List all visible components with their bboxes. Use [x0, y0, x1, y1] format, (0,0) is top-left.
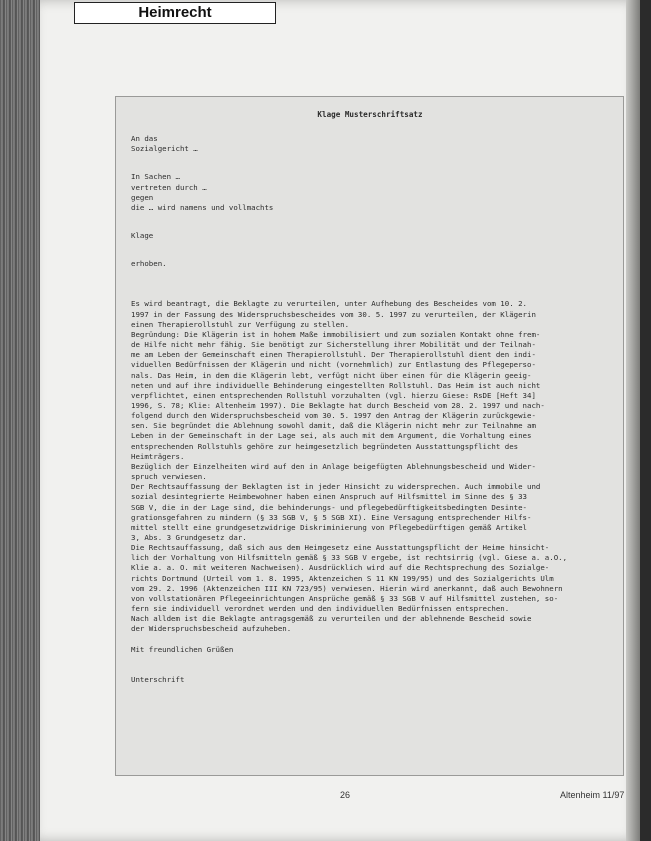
- case-line: vertreten durch …: [131, 182, 207, 192]
- body-line: Nach alldem ist die Beklagte antragsgemäß zu verurteilen und der ablehnende Bescheid sowie: [131, 614, 532, 624]
- body-line: 1997 in der Fassung des Widerspruchsbescheides vom 30. 5. 1997 zu verurteilen, der Klägerin: [131, 309, 536, 319]
- body-line: sen. Sie begründet die Ablehnung sowohl damit, daß die Klägerin nicht mehr zur Teilnahme am: [131, 421, 536, 431]
- body-line: richts Dortmund (Urteil vom 1. 8. 1995, Aktenzeichen S 11 KN 199/95) und des Sozialgerichts Ulm: [131, 573, 554, 583]
- body-line: Heimträgers.: [131, 451, 185, 461]
- case-line: die … wird namens und vollmachts: [131, 202, 274, 212]
- body-line: Der Rechtsauffassung der Beklagten ist in jeder Hinsicht zu widersprechen. Auch immobile und: [131, 482, 541, 492]
- page-spine-shadow: [626, 0, 640, 841]
- body-line: Begründung: Die Klägerin ist in hohem Maße immobilisiert und zum sozialen Kontakt ohne frem-: [131, 329, 541, 339]
- body-line: grationsgefahren zu mindern (§ 33 SGB V, § 5 SGB XI). Eine Versagung entsprechender Hilfs-: [131, 512, 532, 522]
- body-line: folgend durch den Widerspruchsbescheid vom 30. 5. 1997 den Antrag der Klägerin zurückgewie-: [131, 411, 536, 421]
- case-line: gegen: [131, 192, 154, 202]
- klage-label: Klage: [131, 231, 154, 241]
- body-line: de Hilfe nicht mehr fähig. Sie benötigt zur Sicherstellung ihrer Mobilität und der Teilnah-: [131, 340, 536, 350]
- body-line: lich der Vorhaltung von Hilfsmitteln gemäß § 33 SGB V ergebe, ist rechtsirrig (vgl. Giese a. a.O.,: [131, 553, 568, 563]
- body-line: verpflichtet, einen entsprechenden Rollstuhl vorzuhalten (vgl. hierzu Giese: RsDE [Heft 34]: [131, 390, 536, 400]
- body-line: von vollstationären Pflegeeinrichtungen Ansprüche gemäß § 33 SGB V auf Hilfsmittel zustehen, so-: [131, 593, 559, 603]
- body-line: der Widerspruchsbescheid aufzuheben.: [131, 624, 292, 634]
- body-line: nals. Das Heim, in dem die Klägerin lebt, verfügt nicht über einen für die Klägerin geeig-: [131, 370, 532, 380]
- body-line: spruch verwiesen.: [131, 472, 207, 482]
- body-line: Leben in der Gemeinschaft in der Lage sei, als auch mit dem Argument, die Vorhaltung eines: [131, 431, 532, 441]
- doc-title: Klage Musterschriftsatz: [317, 110, 423, 119]
- body-line: 1996, S. 78; Klie: Altenheim 1997). Die Beklagte hat durch Bescheid vom 28. 2. 1997 und nach-: [131, 400, 545, 410]
- recipient-line: An das: [131, 134, 158, 144]
- recipient-line: Sozialgericht …: [131, 144, 198, 154]
- signature-line: Unterschrift: [131, 674, 185, 684]
- body-text: [131, 299, 609, 634]
- body-line: entsprechenden Rollstuhls gehöre zur heimgesetzlich begründeten Ausstattungspflicht des: [131, 441, 519, 451]
- template-box: [115, 96, 624, 776]
- page-number: 26: [339, 790, 350, 800]
- closing-line: Mit freundlichen Grüßen: [131, 644, 234, 654]
- erhoben-label: erhoben.: [131, 259, 167, 269]
- body-line: Es wird beantragt, die Beklagte zu verurteilen, unter Aufhebung des Bescheides vom 10. 2.: [131, 299, 528, 309]
- magazine-issue: Altenheim 11/97: [560, 790, 625, 800]
- body-line: neten und auf ihre individuelle Behinderung eingestellten Rollstuhl. Das Heim ist auch nicht: [131, 380, 541, 390]
- body-line: einen Therapierollstuhl zur Verfügung zu stellen.: [131, 319, 350, 329]
- body-line: Klie a. a. O. mit weiteren Nachweisen). Ausdrücklich wird auf die Rechtsprechung des Sozialge-: [131, 563, 550, 573]
- body-line: fern sie individuell verordnet werden und den individuellen Bedürfnissen entsprechen.: [131, 604, 510, 614]
- body-line: SGB V, die in der Lage sind, die behinderungs- und pflegebedürftigkeitsbedingten Desinte-: [131, 502, 528, 512]
- body-line: viduellen Bedürfnissen der Klägerin und nicht (vornehmlich) zur Entlastung des Pflegeperso-: [131, 360, 536, 370]
- body-line: sozial desintegrierte Heimbewohner haben einen Anspruch auf Hilfsmittel im Sinne des § 33: [131, 492, 528, 502]
- body-line: me am Leben der Gemeinschaft einen Therapierollstuhl. Der Therapierollstuhl dient den indi-: [131, 350, 536, 360]
- section-header: Heimrecht: [74, 2, 276, 24]
- body-line: Bezüglich der Einzelheiten wird auf den in Anlage beigefügten Ablehnungsbescheid und Wider-: [131, 461, 536, 471]
- body-line: 3, Abs. 3 Grundgesetz dar.: [131, 533, 247, 542]
- body-line: vom 29. 2. 1996 (Aktenzeichen III KN 723/95) verwiesen. Hierin wird anerkannt, daß auch Bewohnern: [131, 583, 563, 593]
- body-line: Die Rechtsauffassung, daß sich aus dem Heimgesetz eine Ausstattungspflicht der Heime hinsicht-: [131, 543, 550, 553]
- case-line: In Sachen …: [131, 172, 180, 182]
- body-line: mittel stellt eine grundgesetzwidrige Diskriminierung von Pflegebedürftigen gemäß Artikel: [131, 522, 528, 532]
